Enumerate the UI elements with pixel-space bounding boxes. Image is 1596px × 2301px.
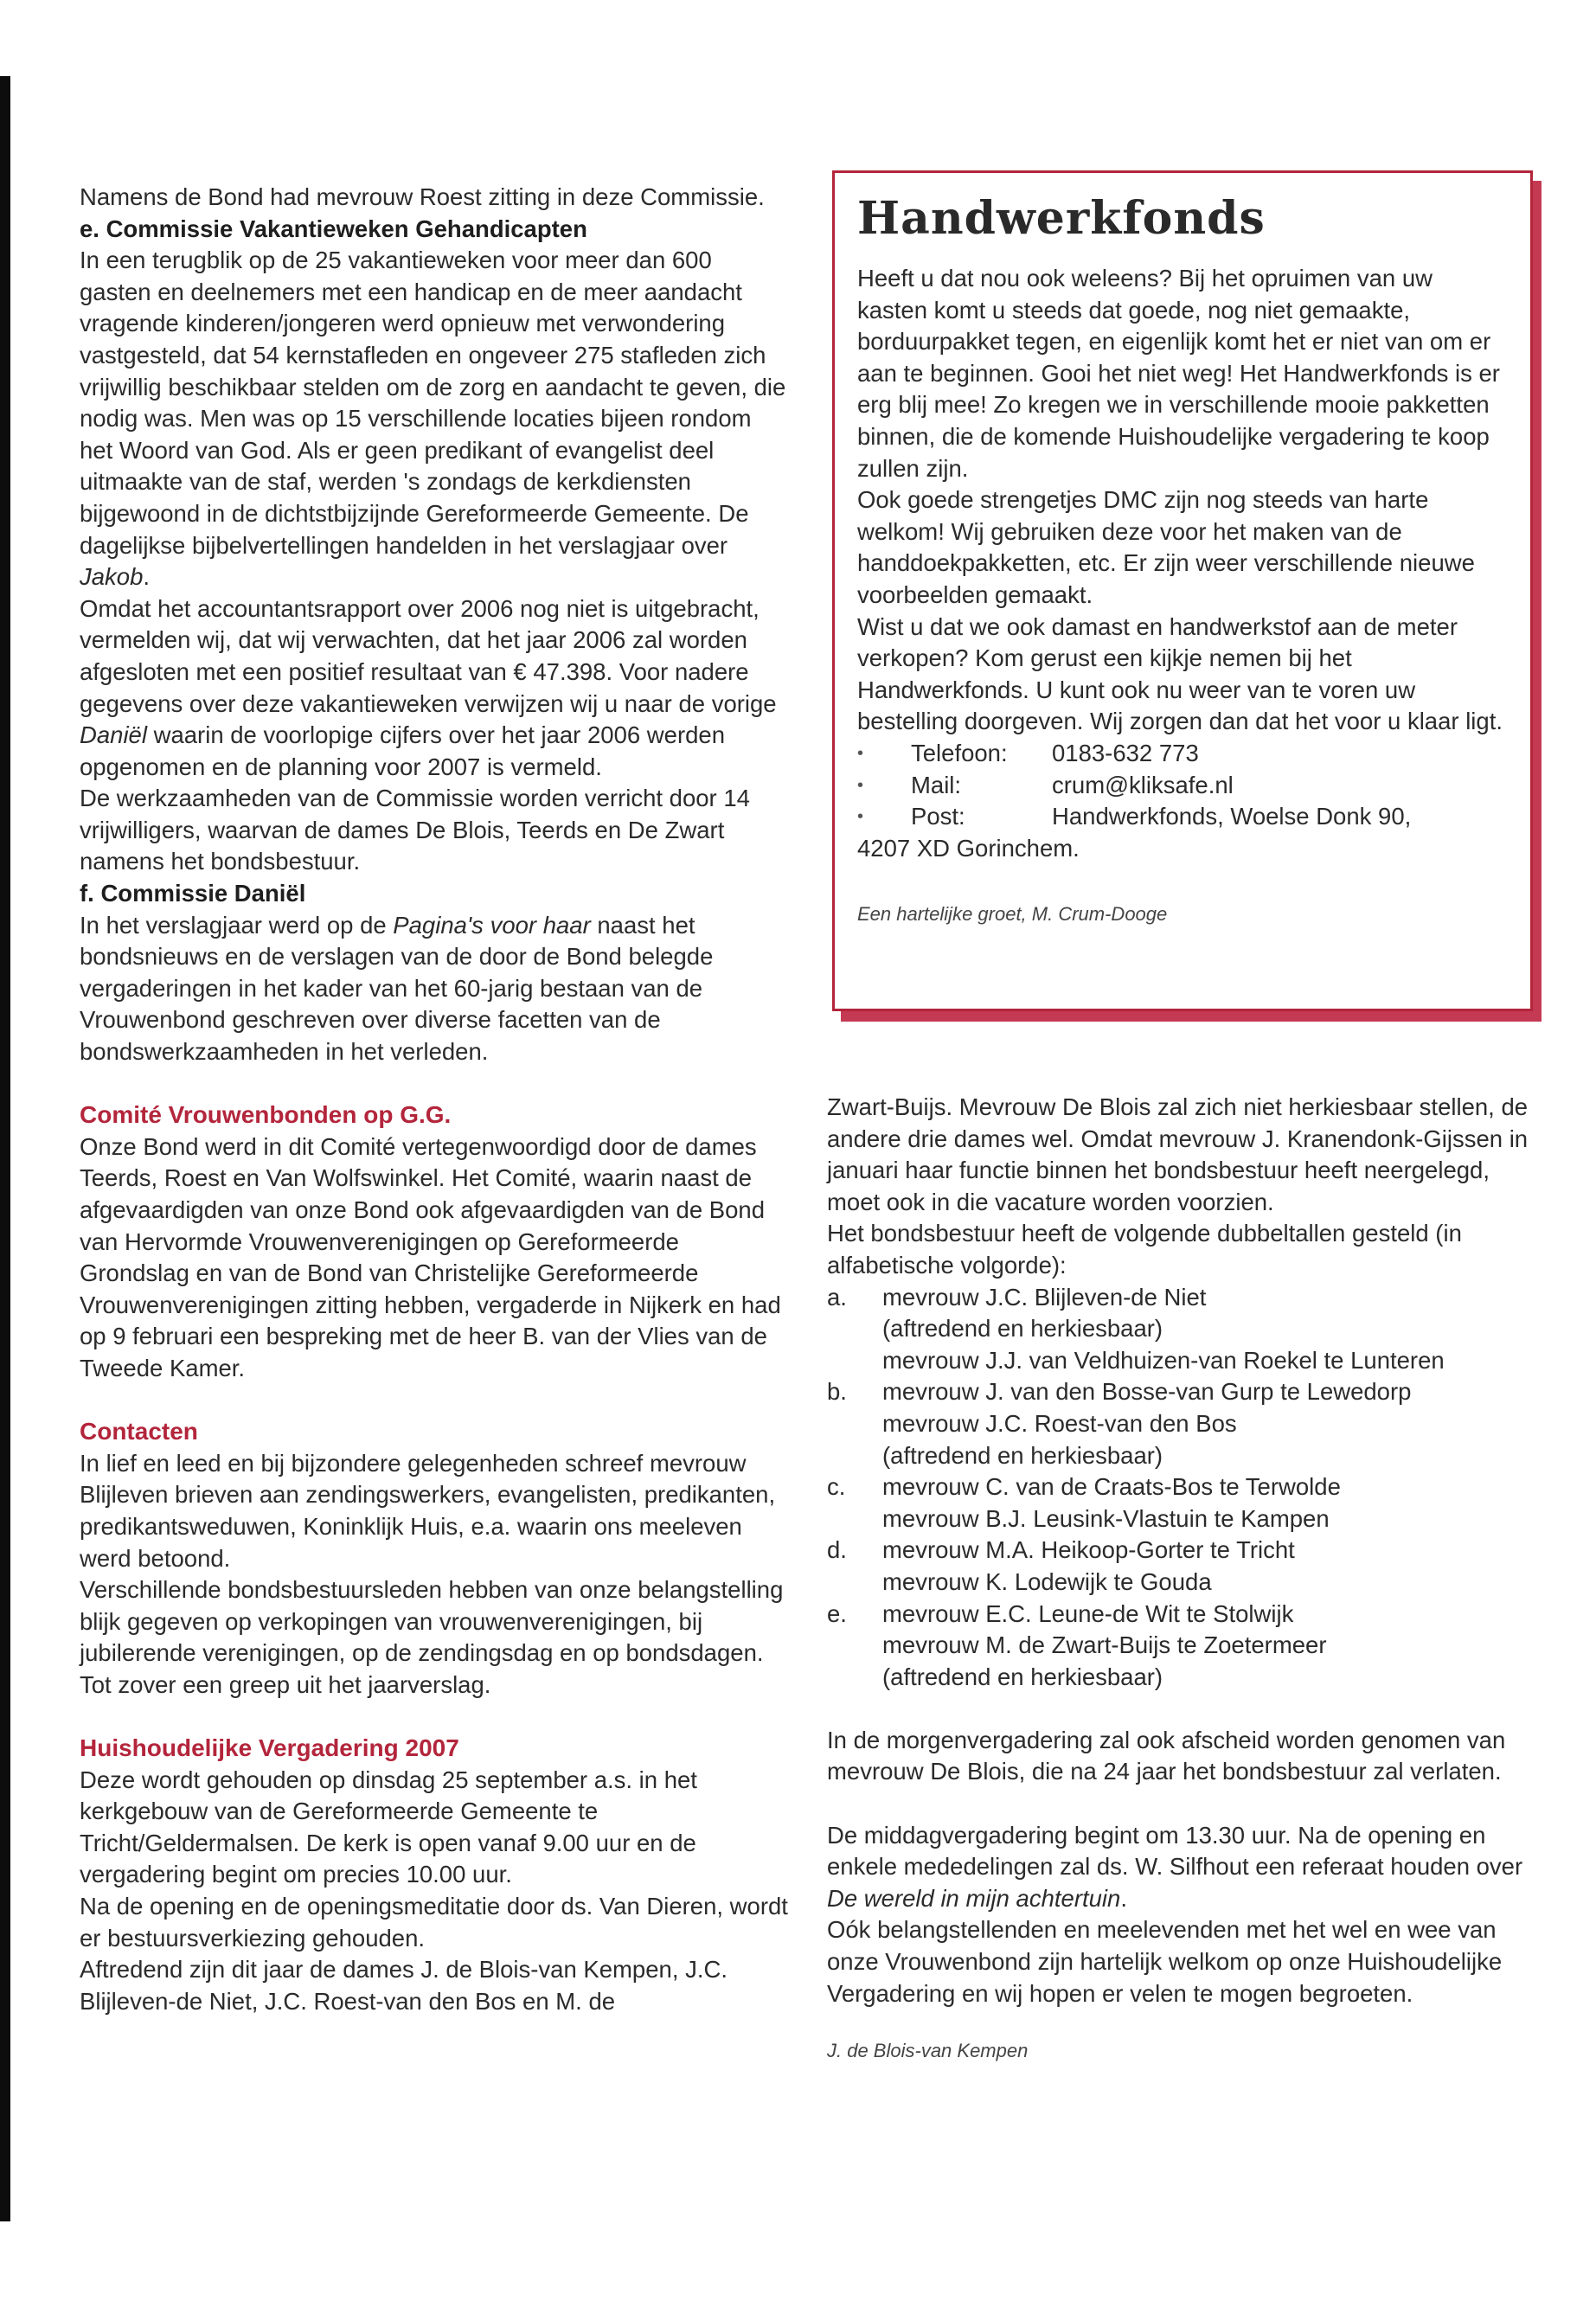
paragraph: Onze Bond werd in dit Comité vertegenwoordigd door de dames Teerds, Roest en Van Wolfswinkel. Het Comité, waarin naast de afgevaardigden van onze Bond ook afgevaardigden van de Bond van Hervormde Vrouwenverenigingen op Gereformeerde Grondslag en van de Bond van Christelijke Gereformeerde Vrouwenverenigingen zitting hebben, vergaderde in Nijkerk en had op 9 februari een bespreking met de heer B. van der Vlies van de Tweede Kamer. [80, 1132, 781, 1381]
paragraph: Na de opening en de openingsmeditatie door ds. Van Dieren, wordt er bestuursverkiezing gehouden. [80, 1893, 788, 1952]
heading-huishoudelijke-vergadering: Huishoudelijke Vergadering 2007 [80, 1734, 459, 1762]
list-item: e. mevrouw E.C. Leune-de Wit te Stolwijk mevrouw M. de Zwart-Buijs te Zoetermeer (aftredend en herkiesbaar) [827, 1599, 1327, 1690]
list-item: a. mevrouw J.C. Blijleven-de Niet (aftredend en herkiesbaar) mevrouw J.J. van Veldhuizen-van Roekel te Lunteren [827, 1283, 1445, 1374]
list-item: d. mevrouw M.A. Heikoop-Gorter te Tricht mevrouw K. Lodewijk te Gouda [827, 1536, 1295, 1595]
contact-post: • Post: Handwerkfonds, Woelse Donk 90, [857, 801, 1504, 833]
paragraph: Aftredend zijn dit jaar de dames J. de Blois-van Kempen, J.C. Blijleven-de Niet, J.C. Roest-van den Bos en M. de [80, 1956, 727, 2015]
heading-comite-vrouwenbonden: Comité Vrouwenbonden op G.G. [80, 1101, 452, 1129]
paragraph: Wist u dat we ook damast en handwerkstof aan de meter verkopen? Kom gerust een kijkje nemen bij het Handwerkfonds. U kunt ook nu weer van te voren uw bestelling doorgeven. Wij zorgen dan dat het voor u klaar ligt. [857, 612, 1503, 735]
handwerkfonds-box [832, 170, 1533, 1011]
paragraph: Zwart-Buijs. Mevrouw De Blois zal zich niet herkiesbaar stellen, de andere drie dames wel. Omdat mevrouw J. Kranendonk-Gijssen in januari haar functie binnen het bondsbestuur heeft neergelegd, moet ook in die vacature worden voorzien. [827, 1093, 1529, 1215]
box-signature: Een hartelijke groet, M. Crum-Dooge [857, 903, 1168, 926]
paragraph: Heeft u dat nou ook weleens? Bij het opruimen van uw kasten komt u steeds dat goede, nog niet gemaakte, borduurpakket tegen, en eigenlijk komt het er niet van om er aan te beginnen. Gooi het niet weg! Het Handwerkfonds is er erg blij mee! Zo kregen we in verschillende mooie pakketten binnen, die de komende Huishoudelijke vergadering te koop zullen zijn. [857, 265, 1500, 482]
paragraph: In het verslagjaar werd op de Pagina's voor haar naast het bondsnieuws en de verslagen van de door de Bond belegde vergaderingen in het kader van het 60-jarig bestaan van de Vrouwenbond geschreven over diverse facetten van de bondswerkzaamheden in het verleden. [80, 911, 714, 1066]
paragraph: Tot zover een greep uit het jaarverslag. [80, 1670, 491, 1698]
paragraph: In de morgenvergadering zal ook afscheid worden genomen van mevrouw De Blois, die na 24 jaar het bondsbestuur zal verlaten. [827, 1726, 1506, 1785]
paragraph: Omdat het accountantsrapport over 2006 nog niet is uitgebracht, vermelden wij, dat wij verwachten, dat het jaar 2006 zal worden afgesloten met een positief resultaat van € 47.398. Voor nadere gegevens over deze vakantieweken verwijzen wij u naar de vorige Daniël waarin de voorlopige cijfers over het jaar 2006 werden opgenomen en de planning voor 2007 is vermeld. [80, 594, 777, 780]
right-column [827, 1092, 1536, 2067]
address-line: 4207 XD Gorinchem. [857, 834, 1080, 862]
bullet-icon: • [857, 807, 864, 827]
contact-mail: • Mail: crum@kliksafe.nl [857, 770, 1504, 802]
box-title: Handwerkfonds [857, 192, 1266, 245]
bullet-icon: • [857, 743, 864, 763]
heading-commissie-daniel: f. Commissie Daniël [80, 880, 306, 907]
page-edge [0, 76, 10, 2221]
paragraph: De middagvergadering begint om 13.30 uur. Na de opening en enkele mededelingen zal ds. W. Silfhout een referaat houden over De wereld in mijn achtertuin. [827, 1821, 1523, 1912]
left-column [80, 182, 789, 2017]
list-item: b. mevrouw J. van den Bosse-van Gurp te Lewedorp mevrouw J.C. Roest-van den Bos (aftredend en herkiesbaar) [827, 1378, 1412, 1469]
bullet-icon: • [857, 775, 864, 795]
intro-paragraph: Namens de Bond had mevrouw Roest zitting in deze Commissie. [80, 183, 765, 210]
heading-commissie-vakantieweken: e. Commissie Vakantieweken Gehandicapten [80, 215, 587, 242]
paragraph: In een terugblik op de 25 vakantieweken voor meer dan 600 gasten en deelnemers met een handicap en de meer aandacht vragende kinderen/jongeren werd opnieuw met verwondering vastgesteld, dat 54 kernstafleden en ongeveer 275 stafleden zich vrijwillig beschikbaar stelden om de zorg en aandacht te geven, die nodig was. Men was op 15 verschillende locaties bijeen rondom het Woord van God. Als er geen predikant of evangelist deel uitmaakte van de staf, werden 's zondags de kerkdiensten bijgewoond in de dichtstbijzijnde Gereformeerde Gemeente. De dagelijkse bijbelvertellingen handelden in het verslagjaar over Jakob. [80, 247, 786, 591]
list-item: c. mevrouw C. van de Craats-Bos te Terwolde mevrouw B.J. Leusink-Vlastuin te Kampen [827, 1473, 1341, 1532]
heading-contacten: Contacten [80, 1418, 198, 1445]
paragraph: De werkzaamheden van de Commissie worden verricht door 14 vrijwilligers, waarvan de dames De Blois, Teerds en De Zwart namens het bondsbestuur. [80, 785, 750, 875]
paragraph: In lief en leed en bij bijzondere gelegenheden schreef mevrouw Blijleven brieven aan zendingswerkers, evangelisten, predikanten, predikantsweduwen, Koninklijk Huis, e.a. waarin ons meeleven werd betoond. [80, 1449, 776, 1572]
paragraph: Deze wordt gehouden op dinsdag 25 september a.s. in het kerkgebouw van de Gereformeerde Gemeente te Tricht/Geldermalsen. De kerk is open vanaf 9.00 uur en de vergadering begint om precies 10.00 uur. [80, 1766, 697, 1888]
paragraph: Verschillende bondsbestuursleden hebben van onze belangstelling blijk gegeven op verkopingen van vrouwenverenigingen, bij jubilerende verenigingen, op de zendingsdag en op bondsdagen. [80, 1576, 784, 1667]
paragraph: Het bondsbestuur heeft de volgende dubbeltallen gesteld (in alfabetische volgorde): [827, 1220, 1462, 1279]
author-signature: J. de Blois-van Kempen [827, 2040, 1029, 2062]
paragraph: Oók belangstellenden en meelevenden met het wel en wee van onze Vrouwenbond zijn hartelijk welkom op onze Huishoudelijke Vergadering en wij hopen er velen te mogen begroeten. [827, 1916, 1503, 2007]
paragraph: Ook goede strengetjes DMC zijn nog steeds van harte welkom! Wij gebruiken deze voor het maken van de handdoekpakketten, etc. Er zijn weer verschillende nieuwe voorbeelden gemaakt. [857, 486, 1475, 608]
contact-phone: • Telefoon: 0183-632 773 [857, 738, 1504, 770]
